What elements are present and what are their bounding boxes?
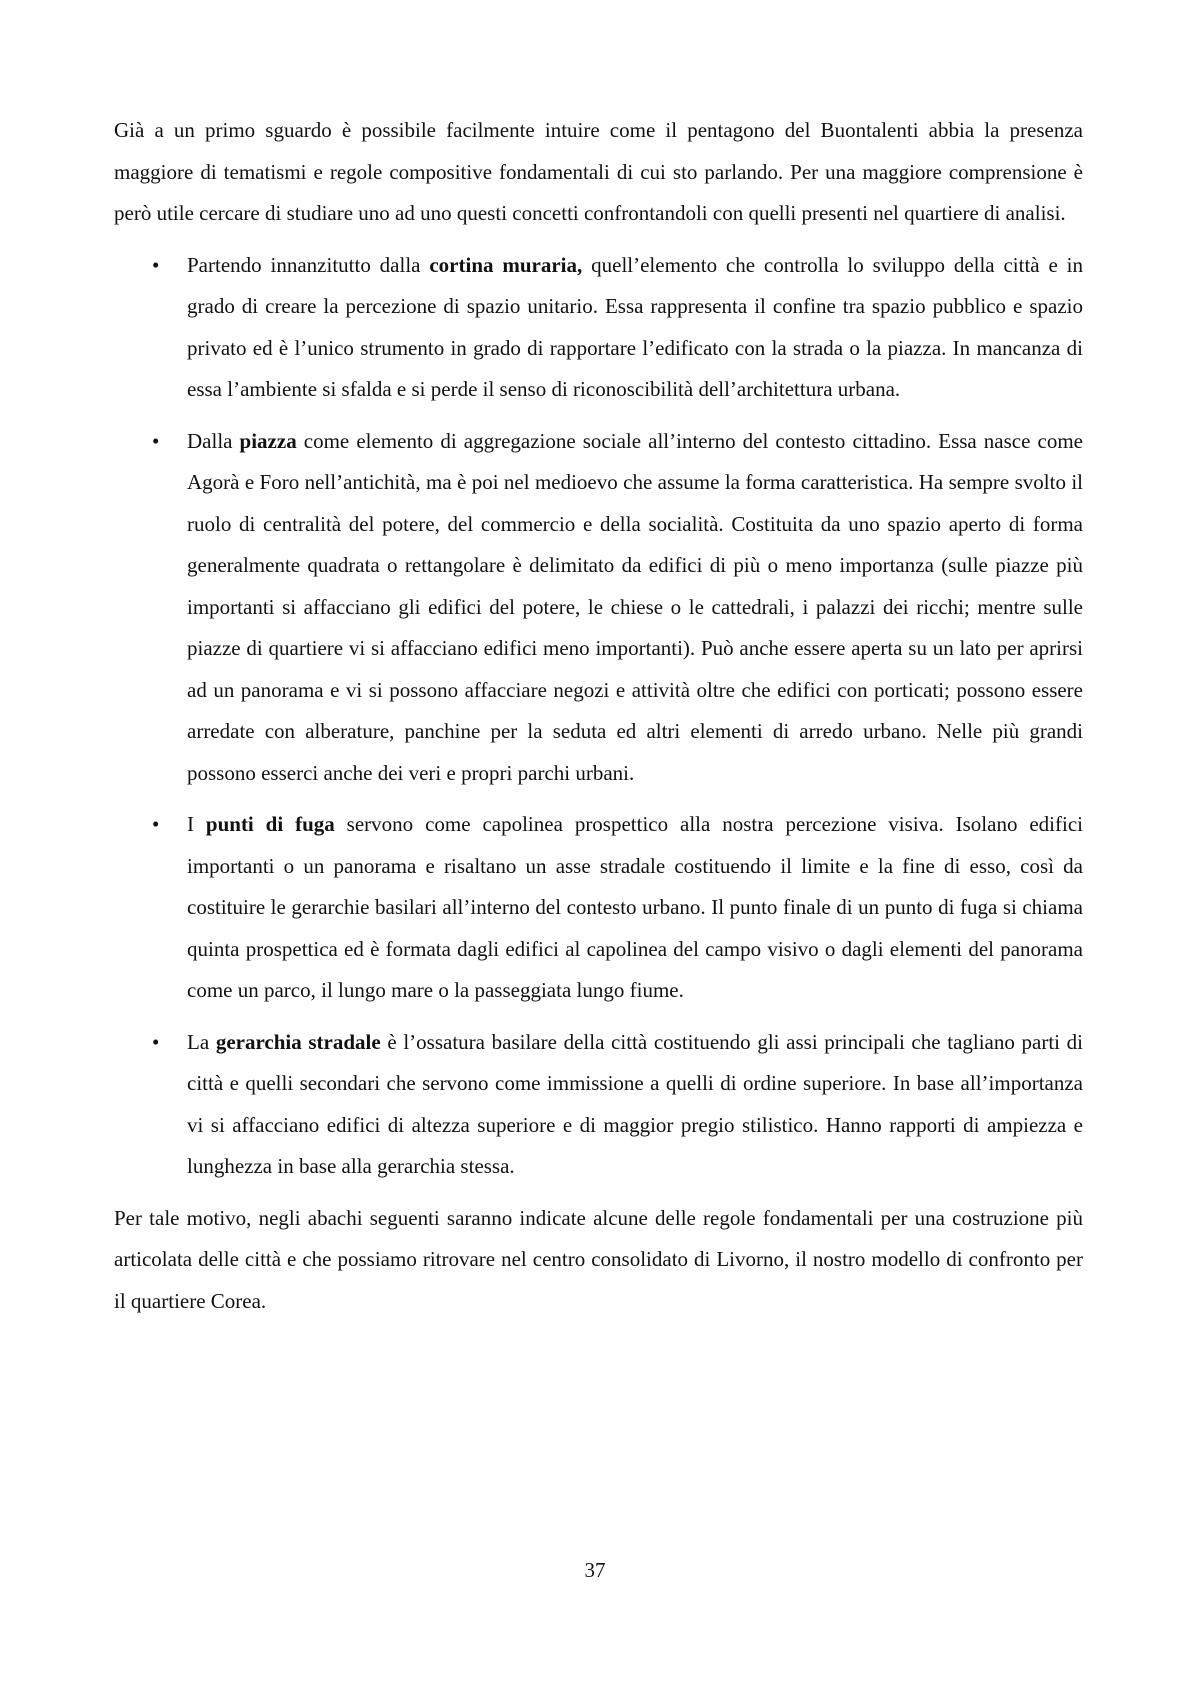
list-item-body: quell’elemento che controlla lo sviluppo della città e in grado di creare la percezione di spazio unitario. Essa rappresenta il confine tra spazio pubblico e spazio privato ed è l’unico strumento in grado di rapportare l’edificato con la strada o la piazza. In mancanza di essa l’ambiente si sfalda e si perde il senso di riconoscibilità dell’architettura urbana. [187, 252, 1084, 401]
list-item [114, 804, 1083, 1012]
list-item-body: è l’ossatura basilare della città costituendo gli assi principali che tagliano parti di città e quelli secondari che servono come immissione a quelli di ordine superiore. In base all’importanza vi si affacciano edifici di altezza superiore e di maggior pregio stilistico. Hanno rapporti di ampiezza e lunghezza in base alla gerarchia stessa. [187, 1029, 1084, 1178]
list-item-keyword: piazza [239, 428, 297, 453]
document-body [114, 110, 1083, 1322]
list-item-text [187, 245, 1083, 411]
list-item [114, 245, 1083, 411]
list-item-lead: Partendo innanzitutto dalla [187, 252, 430, 277]
list-item-text [187, 421, 1083, 795]
list-item-keyword: cortina muraria, [429, 252, 583, 277]
list-item-text [187, 1022, 1083, 1188]
bullet-icon: • [152, 812, 160, 836]
list-item-text [187, 804, 1083, 1012]
list-item-body: come elemento di aggregazione sociale all’interno del contesto cittadino. Essa nasce come Agorà e Foro nell’antichità, ma è poi nel medioevo che assume la forma caratteristica. Ha sempre svolto il ruolo di centralità del potere, del commercio e della socialità. Costituita da uno spazio aperto di forma generalmente quadrata o rettangolare è delimitato da edifici di più o meno importanza (sulle piazze più importanti si affacciano gli edifici del potere, le chiese o le cattedrali, i palazzi dei ricchi; mentre sulle piazze di quartiere vi si affacciano edifici meno importanti). Può anche essere aperta su un lato per aprirsi ad un panorama e vi si possono affacciare negozi e attività oltre che edifici con porticati; possono essere arredate con alberature, panchine per la seduta ed altri elementi di arredo urbano. Nelle più grandi possono esserci anche dei veri e propri parchi urbani. [187, 428, 1083, 785]
list-item-lead: La [187, 1029, 216, 1054]
list-item-keyword: gerarchia stradale [215, 1029, 381, 1054]
bullet-icon: • [152, 1029, 160, 1054]
page-number: 37 [584, 1558, 606, 1582]
intro-paragraph: Già a un primo sguardo è possibile facilmente intuire come il pentagono del Buontalenti abbia la presenza maggiore di tematismi e regole compositive fondamentali di cui sto parlando. Per una maggiore comprensione è però utile cercare di studiare uno ad uno questi concetti confrontandoli con quelli presenti nel quartiere di analisi. [114, 118, 1083, 225]
list-item [114, 421, 1083, 795]
list-item-lead: Dalla [187, 428, 240, 453]
concept-list [114, 245, 1083, 1188]
bullet-icon: • [152, 428, 160, 453]
list-item [114, 1022, 1083, 1188]
list-item-body: servono come capolinea prospettico alla nostra percezione visiva. Isolano edifici importanti o un panorama e risaltano un asse stradale costituendo il limite e la fine di esso, così da costituire le gerarchie basilari all’interno del contesto urbano. Il punto finale di un punto di fuga si chiama quinta prospettica ed è formata dagli edifici al capolinea del campo visivo o dagli elementi del panorama come un parco, il lungo mare o la passeggiata lungo fiume. [187, 812, 1083, 1002]
bullet-icon: • [152, 252, 160, 277]
list-item-lead: I [187, 812, 206, 836]
closing-paragraph: Per tale motivo, negli abachi seguenti saranno indicate alcune delle regole fondamentali per una costruzione più articolata delle città e che possiamo ritrovare nel centro consolidato di Livorno, il nostro modello di confronto per il quartiere Corea. [114, 1205, 1083, 1313]
list-item-keyword: punti di fuga [205, 812, 335, 836]
